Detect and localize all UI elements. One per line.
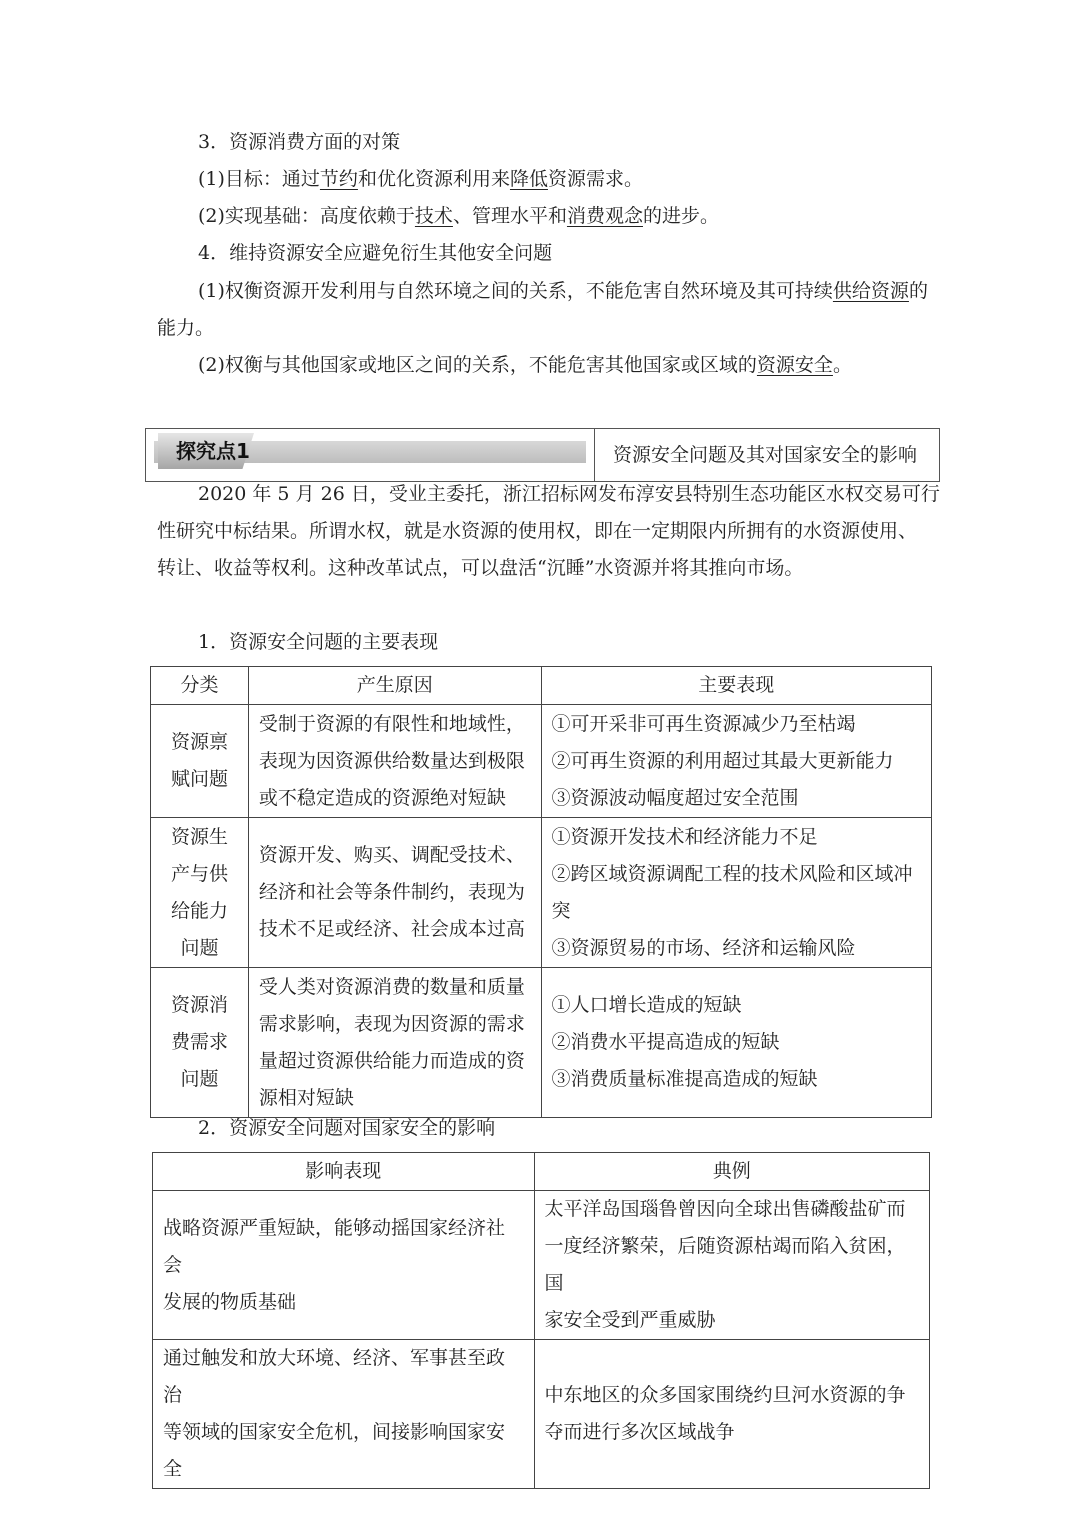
table-row xyxy=(151,818,932,968)
show-cell: ①可开采非可再生资源减少乃至枯竭 ②可再生资源的利用超过其最大更新能力 ③资源波动幅度超过安全范围 xyxy=(541,705,931,818)
intro-line-1: 2020 年 5 月 26 日，受业主委托，浙江招标网发布淳安县特别生态功能区水权交易可行 xyxy=(198,483,940,505)
col-header: 主要表现 xyxy=(541,667,931,705)
table-row xyxy=(151,968,932,1118)
sec3-heading: 3．资源消费方面的对策 xyxy=(198,131,401,153)
table-header-row xyxy=(153,1153,930,1191)
category-cell: 资源消 费需求 问题 xyxy=(151,968,249,1118)
cause-cell: 受制于资源的有限性和地域性， 表现为因资源供给数量达到极限 或不稳定造成的资源绝对短缺 xyxy=(248,705,541,818)
sec4-item1-cont: 能力。 xyxy=(157,317,215,339)
col-header: 影响表现 xyxy=(153,1153,535,1191)
sec4-item2: (2)权衡与其他国家或地区之间的关系，不能危害其他国家或区域的资源安全。 xyxy=(198,354,852,376)
table-resource-problems xyxy=(150,666,932,1118)
explore-header xyxy=(145,428,940,482)
effect-cell: 通过触发和放大环境、经济、军事甚至政治 等领域的国家安全危机，间接影响国家安全 xyxy=(153,1340,535,1489)
sec4-heading: 4．维持资源安全应避免衍生其他安全问题 xyxy=(198,242,553,264)
show-cell: ①资源开发技术和经济能力不足 ②跨区域资源调配工程的技术风险和区域冲 突 ③资源贸易的市场、经济和运输风险 xyxy=(541,818,931,968)
example-cell: 太平洋岛国瑙鲁曾因向全球出售磷酸盐矿而 一度经济繁荣，后随资源枯竭而陷入贫困，国 家安全受到严重威胁 xyxy=(534,1191,930,1340)
cause-cell: 资源开发、购买、调配受技术、 经济和社会等条件制约，表现为 技术不足或经济、社会成本过高 xyxy=(248,818,541,968)
table-national-security-impact xyxy=(152,1152,930,1489)
show-cell: ①人口增长造成的短缺 ②消费水平提高造成的短缺 ③消费质量标准提高造成的短缺 xyxy=(541,968,931,1118)
cause-cell: 受人类对资源消费的数量和质量 需求影响，表现为因资源的需求 量超过资源供给能力而造成的资 源相对短缺 xyxy=(248,968,541,1118)
col-header: 分类 xyxy=(151,667,249,705)
example-cell: 中东地区的众多国家围绕约旦河水资源的争 夺而进行多次区域战争 xyxy=(534,1340,930,1489)
effect-cell: 战略资源严重短缺，能够动摇国家经济社会 发展的物质基础 xyxy=(153,1191,535,1340)
sec3-goal: (1)目标：通过节约和优化资源利用来降低资源需求。 xyxy=(198,168,643,190)
table-row xyxy=(151,705,932,818)
sec4-item1: (1)权衡资源开发利用与自然环境之间的关系，不能危害自然环境及其可持续供给资源的 xyxy=(198,280,928,302)
intro-line-3: 转让、收益等权利。这种改革试点，可以盘活“沉睡”水资源并将其推向市场。 xyxy=(157,557,804,579)
col-header: 产生原因 xyxy=(248,667,541,705)
sec3-basis: (2)实现基础：高度依赖于技术、管理水平和消费观念的进步。 xyxy=(198,205,719,227)
explore-divider xyxy=(594,429,595,481)
category-cell: 资源禀 赋问题 xyxy=(151,705,249,818)
table2-heading: 2．资源安全问题对国家安全的影响 xyxy=(198,1117,496,1139)
explore-title: 资源安全问题及其对国家安全的影响 xyxy=(613,444,918,466)
table1-heading: 1．资源安全问题的主要表现 xyxy=(198,631,439,653)
table-row xyxy=(153,1340,930,1489)
table-row xyxy=(153,1191,930,1340)
explore-tag: 探究点1 xyxy=(176,439,250,463)
table-header-row xyxy=(151,667,932,705)
category-cell: 资源生 产与供 给能力 问题 xyxy=(151,818,249,968)
intro-line-2: 性研究中标结果。所谓水权，就是水资源的使用权，即在一定期限内所拥有的水资源使用、 xyxy=(157,520,918,542)
col-header: 典例 xyxy=(534,1153,930,1191)
